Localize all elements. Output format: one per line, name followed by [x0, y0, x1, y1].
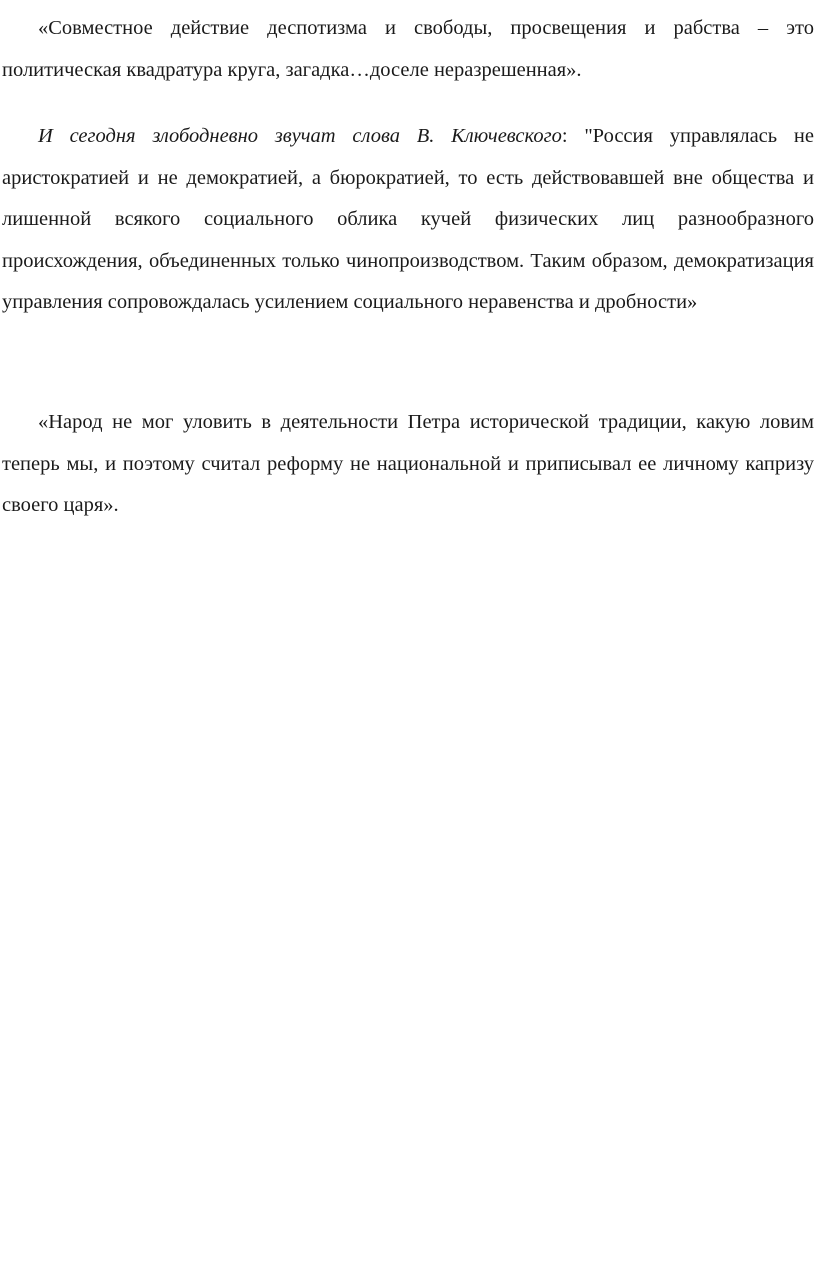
paragraph-quote-peter: «Народ не мог уловить в деятельности Петра исторической традиции, какую ловим теперь мы, и поэтому считал реформу не национальной и приписывал ее личному капризу своего царя». [2, 411, 814, 516]
quote-body-text: : "Россия управлялась не аристократией и не демократией, а бюрократией, то есть действовавшей вне общества и лишенной всякого социального облика кучей физических лиц разнообразного происхождения, объединенных только чинопроизводством. Таким образом, демократизация управления сопровождалась усилением социального неравенства и дробности» [2, 125, 814, 313]
paragraph-klyuchevsky-quote [2, 116, 814, 324]
paragraph-quote-despotism: «Совместное действие деспотизма и свободы, просвещения и рабства – это политическая квадратура круга, загадка…доселе неразрешенная». [2, 17, 814, 81]
italic-lead-text: И сегодня злободневно звучат слова В. Ключевского [38, 125, 562, 147]
